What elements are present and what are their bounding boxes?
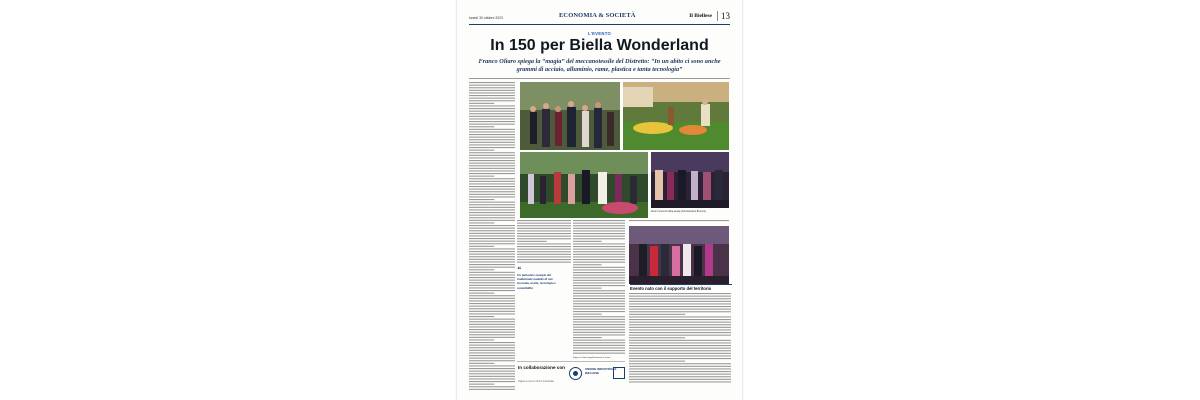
text-line — [517, 236, 571, 237]
text-line — [573, 223, 625, 224]
text-line — [469, 225, 515, 226]
header-date: lunedì 30 ottobre 2023 — [469, 16, 503, 20]
text-line — [469, 92, 515, 93]
text-line — [469, 365, 515, 366]
text-line — [469, 170, 515, 171]
text-line — [573, 308, 625, 309]
section-title: ECONOMIA & SOCIETÀ — [559, 12, 636, 19]
text-line — [573, 303, 625, 304]
text-line — [573, 345, 625, 346]
text-line — [469, 308, 515, 309]
text-line — [573, 233, 625, 234]
text-line — [469, 384, 494, 385]
page-number: 13 — [717, 11, 730, 21]
text-line — [469, 207, 515, 208]
text-line — [629, 329, 731, 330]
text-line — [469, 129, 515, 130]
text-line — [573, 230, 625, 231]
text-line — [469, 202, 515, 203]
text-line — [517, 223, 571, 224]
text-line — [573, 342, 625, 343]
text-line — [629, 353, 731, 354]
text-line — [469, 131, 515, 132]
text-line — [469, 269, 494, 270]
text-line — [469, 121, 515, 122]
text-line — [469, 163, 515, 164]
text-line — [469, 256, 515, 257]
text-line — [469, 209, 515, 210]
text-line — [469, 272, 515, 273]
text-line — [469, 259, 515, 260]
text-line — [573, 350, 625, 351]
text-line — [573, 275, 625, 276]
photo-credit: Rapper ha fatto l'appello durante la serata — [573, 357, 611, 359]
text-line — [469, 147, 515, 148]
text-line — [469, 342, 515, 343]
text-column-3 — [573, 220, 625, 360]
text-line — [469, 196, 515, 197]
text-line — [469, 324, 515, 325]
text-line — [469, 230, 515, 231]
text-line — [517, 249, 571, 250]
text-line — [629, 381, 731, 382]
text-line — [629, 342, 731, 343]
text-line — [469, 350, 515, 351]
text-line — [469, 194, 515, 195]
text-line — [469, 246, 494, 247]
text-line — [469, 254, 515, 255]
text-column-2 — [517, 220, 571, 360]
text-line — [469, 303, 515, 304]
footer-sub: Pagina a cura di Union Industriale — [518, 380, 554, 383]
partner-mark-icon — [613, 367, 625, 379]
photo-models-crowd — [520, 152, 648, 218]
text-line — [517, 262, 571, 263]
partner-name: UNIONE INDUSTRIALE BIELLESE — [585, 367, 617, 375]
text-line — [469, 363, 494, 364]
text-line — [573, 241, 602, 242]
text-line — [469, 238, 515, 239]
photo-guests — [520, 82, 620, 150]
text-line — [469, 186, 515, 187]
text-line — [517, 225, 571, 226]
text-line — [469, 373, 515, 374]
text-line — [629, 306, 731, 307]
text-line — [469, 319, 515, 320]
text-line — [469, 176, 494, 177]
text-line — [573, 267, 625, 268]
text-line — [573, 293, 625, 294]
text-line — [469, 345, 515, 346]
text-line — [469, 233, 515, 234]
text-line — [469, 274, 515, 275]
text-line — [629, 368, 731, 369]
text-line — [629, 376, 731, 377]
text-line — [469, 168, 515, 169]
text-line — [573, 280, 625, 281]
text-line — [517, 241, 547, 242]
text-line — [573, 298, 625, 299]
text-line — [629, 358, 731, 359]
text-line — [573, 220, 625, 221]
text-line — [517, 254, 571, 255]
text-line — [469, 144, 515, 145]
text-line — [469, 241, 515, 242]
text-line — [469, 360, 515, 361]
text-line — [517, 251, 571, 252]
text-line — [469, 381, 515, 382]
text-line — [629, 303, 731, 304]
text-line — [469, 183, 515, 184]
text-line — [517, 230, 571, 231]
text-line — [469, 199, 494, 200]
text-line — [469, 321, 515, 322]
text-line — [629, 337, 685, 338]
text-line — [629, 293, 731, 294]
article-subhead: Franco Oliaro spiega la “magia” del meccanotessile del Distretto: “In un abito ci sono anche grammi di acciaio, alluminio, rame, plastica e tanta tecnologia” — [478, 58, 721, 73]
text-line — [629, 314, 685, 315]
text-line — [573, 337, 602, 338]
text-line — [629, 379, 731, 380]
photo-evening-venue — [651, 152, 729, 208]
text-line — [573, 246, 625, 247]
text-line — [469, 126, 494, 127]
text-line — [629, 345, 731, 346]
text-line — [469, 368, 515, 369]
text-line — [469, 300, 515, 301]
text-line — [469, 352, 515, 353]
text-line — [573, 301, 625, 302]
text-line — [573, 277, 625, 278]
text-line — [573, 269, 625, 270]
text-line — [469, 329, 515, 330]
text-line — [629, 324, 731, 325]
text-line — [517, 220, 571, 221]
page-header — [469, 10, 730, 25]
text-line — [629, 309, 731, 310]
text-line — [573, 228, 625, 229]
photo-caption: Alcuni momenti della serata (foto Damiano Brunero) — [651, 210, 707, 213]
text-line — [469, 235, 515, 236]
text-line — [469, 295, 515, 296]
text-line — [469, 90, 515, 91]
text-line — [469, 261, 515, 262]
text-line — [469, 277, 515, 278]
newspaper-name: Il Biellese — [689, 13, 712, 19]
text-line — [469, 339, 494, 340]
text-line — [629, 332, 731, 333]
text-line — [517, 243, 571, 244]
text-line — [469, 134, 515, 135]
text-line — [469, 105, 515, 106]
text-line — [573, 314, 602, 315]
text-line — [469, 181, 515, 182]
text-line — [469, 287, 515, 288]
text-line — [469, 142, 515, 143]
partner-emblem-icon — [569, 367, 582, 380]
text-line — [469, 137, 515, 138]
pull-quote-text: Un fantastico esempio del tradizionale modello di rete tra moda, tessile, tecnologia e sostenibilità — [517, 273, 556, 290]
text-line — [469, 85, 515, 86]
text-line — [469, 347, 515, 348]
text-line — [573, 340, 625, 341]
text-line — [629, 371, 731, 372]
text-line — [629, 296, 731, 297]
text-line — [573, 306, 625, 307]
text-line — [469, 264, 515, 265]
text-line — [573, 262, 625, 263]
text-line — [573, 249, 625, 250]
text-line — [517, 228, 571, 229]
text-line — [469, 103, 494, 104]
text-line — [629, 319, 731, 320]
text-line — [469, 98, 515, 99]
text-line — [469, 389, 515, 390]
text-line — [469, 150, 494, 151]
text-line — [469, 316, 494, 317]
text-line — [517, 256, 571, 257]
text-line — [573, 238, 625, 239]
text-line — [629, 374, 731, 375]
text-line — [573, 272, 625, 273]
text-line — [629, 322, 731, 323]
text-line — [469, 204, 515, 205]
photo-garden-installation — [623, 82, 729, 150]
text-line — [469, 311, 515, 312]
text-line — [573, 236, 625, 237]
text-line — [517, 246, 571, 247]
text-line — [469, 116, 515, 117]
text-line — [469, 290, 515, 291]
article-kicker: L'EVENTO — [587, 31, 612, 36]
text-line — [469, 332, 515, 333]
text-line — [469, 280, 515, 281]
text-line — [469, 220, 515, 221]
text-line — [629, 355, 731, 356]
text-line — [573, 319, 625, 320]
text-line — [573, 327, 625, 328]
article-headline: In 150 per Biella Wonderland — [490, 37, 709, 54]
text-line — [629, 220, 729, 221]
text-line — [573, 311, 625, 312]
text-line — [469, 248, 515, 249]
text-line — [469, 111, 515, 112]
text-line — [573, 225, 625, 226]
text-line — [573, 256, 625, 257]
text-line — [629, 363, 731, 364]
text-line — [573, 264, 602, 265]
text-line — [517, 238, 571, 239]
box-text — [629, 293, 731, 385]
box-title: Evento nato con il supporto del territorio — [630, 284, 732, 293]
text-line — [469, 386, 515, 387]
text-line — [517, 259, 571, 260]
text-line — [469, 155, 515, 156]
header-rule — [469, 78, 730, 79]
text-line — [469, 217, 515, 218]
text-line — [573, 316, 625, 317]
text-line — [469, 298, 515, 299]
text-line — [469, 355, 515, 356]
text-line — [629, 327, 731, 328]
text-line — [469, 113, 515, 114]
text-line — [469, 378, 515, 379]
text-line — [573, 295, 625, 296]
text-line — [469, 251, 515, 252]
text-line — [469, 160, 515, 161]
text-line — [629, 301, 731, 302]
partner-logo — [569, 367, 625, 381]
text-line — [469, 358, 515, 359]
text-line — [573, 334, 625, 335]
text-line — [573, 290, 625, 291]
text-line — [573, 324, 625, 325]
text-line — [469, 376, 515, 377]
text-line — [469, 293, 494, 294]
text-line — [573, 332, 625, 333]
text-line — [469, 243, 515, 244]
text-line — [469, 173, 515, 174]
text-line — [573, 285, 625, 286]
text-line — [469, 157, 515, 158]
text-line — [573, 282, 625, 283]
photo-group — [629, 226, 729, 284]
text-line — [469, 306, 515, 307]
text-line — [629, 298, 731, 299]
text-line — [469, 152, 515, 153]
text-line — [469, 371, 515, 372]
text-line — [629, 366, 731, 367]
text-line — [469, 139, 515, 140]
text-line — [469, 100, 515, 101]
text-column-1 — [469, 82, 515, 392]
text-line — [573, 329, 625, 330]
text-line — [629, 311, 731, 312]
text-line — [469, 95, 515, 96]
text-line — [573, 254, 625, 255]
text-line — [629, 348, 731, 349]
pull-quote — [517, 267, 557, 290]
text-line — [469, 191, 515, 192]
text-line — [469, 87, 515, 88]
text-line — [573, 251, 625, 252]
text-line — [573, 243, 625, 244]
text-line — [629, 335, 731, 336]
text-line — [573, 259, 625, 260]
newspaper-page — [457, 0, 742, 400]
text-line — [469, 222, 494, 223]
text-line — [469, 82, 515, 83]
text-line — [469, 118, 515, 119]
text-line — [573, 288, 602, 289]
text-line — [469, 337, 515, 338]
footer-label: In collaborazione con — [518, 365, 565, 370]
text-line — [469, 282, 515, 283]
text-line — [573, 321, 625, 322]
text-line — [573, 347, 625, 348]
text-line — [469, 285, 515, 286]
text-line — [469, 215, 515, 216]
text-line — [469, 326, 515, 327]
text-line — [469, 124, 515, 125]
text-line — [469, 228, 515, 229]
text-line — [469, 267, 515, 268]
text-line — [469, 108, 515, 109]
text-line — [629, 340, 731, 341]
text-line — [629, 350, 731, 351]
quote-mark-icon: “ — [517, 265, 521, 274]
text-line — [469, 189, 515, 190]
text-line — [469, 165, 515, 166]
text-line — [469, 313, 515, 314]
text-line — [629, 316, 731, 317]
text-line — [469, 178, 515, 179]
text-line — [469, 212, 515, 213]
text-line — [469, 334, 515, 335]
text-line — [573, 353, 625, 354]
text-line — [629, 361, 685, 362]
text-line — [517, 233, 571, 234]
